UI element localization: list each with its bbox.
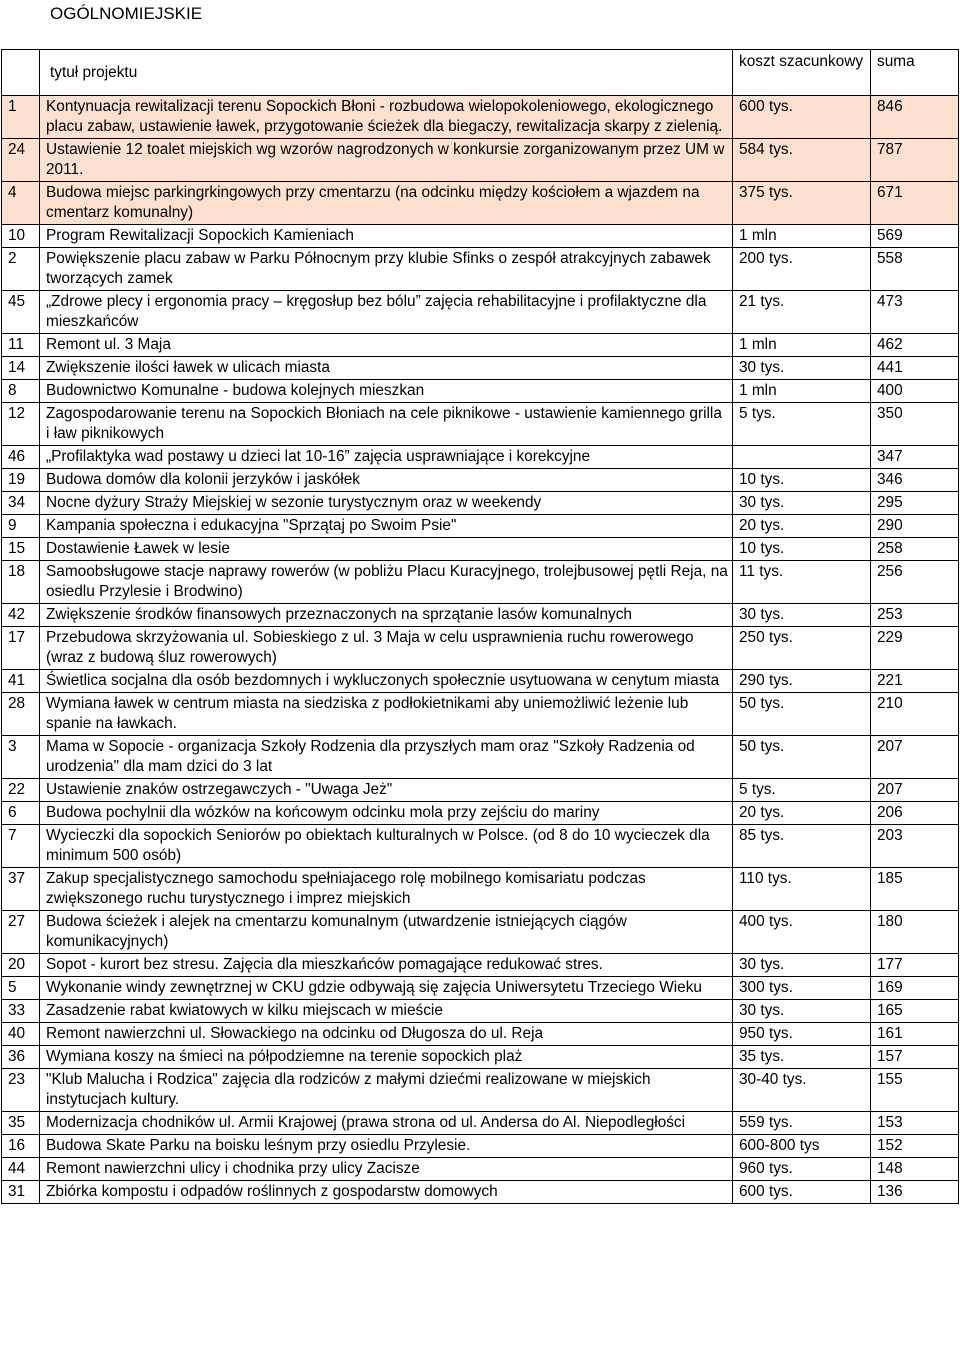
row-cost: 600-800 tys (733, 1135, 871, 1158)
row-sum: 185 (871, 868, 959, 911)
row-sum: 207 (871, 736, 959, 779)
row-number: 15 (2, 538, 40, 561)
table-row (2, 538, 959, 561)
table-row (2, 604, 959, 627)
row-title: Wymiana koszy na śmieci na półpodziemne na terenie sopockich plaż (40, 1046, 733, 1069)
table-row (2, 1000, 959, 1023)
row-sum: 569 (871, 225, 959, 248)
row-sum: 229 (871, 627, 959, 670)
row-number: 18 (2, 561, 40, 604)
header-title: tytuł projektu (40, 50, 733, 96)
row-cost: 85 tys. (733, 825, 871, 868)
row-number: 5 (2, 977, 40, 1000)
row-cost: 11 tys. (733, 561, 871, 604)
table-row (2, 492, 959, 515)
row-sum: 671 (871, 182, 959, 225)
row-number: 35 (2, 1112, 40, 1135)
row-cost: 35 tys. (733, 1046, 871, 1069)
row-number: 17 (2, 627, 40, 670)
table-row (2, 225, 959, 248)
table-row (2, 1069, 959, 1112)
table-row (2, 954, 959, 977)
row-number: 1 (2, 96, 40, 139)
row-title: Dostawienie Ławek w lesie (40, 538, 733, 561)
row-cost: 290 tys. (733, 670, 871, 693)
row-title: Remont ul. 3 Maja (40, 334, 733, 357)
row-sum: 152 (871, 1135, 959, 1158)
header-cost: koszt szacunkowy (733, 50, 871, 96)
row-cost: 1 mln (733, 334, 871, 357)
row-sum: 177 (871, 954, 959, 977)
row-cost: 5 tys. (733, 779, 871, 802)
row-sum: 207 (871, 779, 959, 802)
row-sum: 155 (871, 1069, 959, 1112)
row-title: Budowa ścieżek i alejek na cmentarzu komunalnym (utwardzenie istniejących ciągów komunikacyjnych) (40, 911, 733, 954)
row-sum: 462 (871, 334, 959, 357)
row-number: 42 (2, 604, 40, 627)
table-row (2, 802, 959, 825)
row-title: Samoobsługowe stacje naprawy rowerów (w pobliżu Placu Kuracyjnego, trolejbusowej pętli Reja, na osiedlu Przylesie i Brodwino) (40, 561, 733, 604)
row-cost: 20 tys. (733, 802, 871, 825)
row-sum: 787 (871, 139, 959, 182)
row-title: Powiększenie placu zabaw w Parku Północnym przy klubie Sfinks o zespół atrakcyjnych zabawek tworzących zamek (40, 248, 733, 291)
row-cost: 20 tys. (733, 515, 871, 538)
row-number: 2 (2, 248, 40, 291)
projects-table (1, 49, 959, 1204)
table-row (2, 1023, 959, 1046)
header-number (2, 50, 40, 96)
row-title: Świetlica socjalna dla osób bezdomnych i wykluczonych społecznie usytuowana w cenytum miasta (40, 670, 733, 693)
header-sum: suma (871, 50, 959, 96)
row-number: 27 (2, 911, 40, 954)
table-row (2, 561, 959, 604)
row-number: 3 (2, 736, 40, 779)
row-title: Zbiórka kompostu i odpadów roślinnych z gospodarstw domowych (40, 1181, 733, 1204)
table-row (2, 670, 959, 693)
table-row (2, 1135, 959, 1158)
row-cost: 30 tys. (733, 954, 871, 977)
row-sum: 256 (871, 561, 959, 604)
row-title: Remont nawierzchni ulicy i chodnika przy ulicy Zacisze (40, 1158, 733, 1181)
row-cost: 300 tys. (733, 977, 871, 1000)
row-number: 28 (2, 693, 40, 736)
table-row (2, 825, 959, 868)
row-cost: 559 tys. (733, 1112, 871, 1135)
table-row (2, 380, 959, 403)
row-sum: 169 (871, 977, 959, 1000)
row-cost: 10 tys. (733, 469, 871, 492)
row-cost: 250 tys. (733, 627, 871, 670)
row-title: Wycieczki dla sopockich Seniorów po obiektach kulturalnych w Polsce. (od 8 do 10 wycieczek dla minimum 500 osób) (40, 825, 733, 868)
row-number: 41 (2, 670, 40, 693)
row-cost: 50 tys. (733, 736, 871, 779)
row-sum: 210 (871, 693, 959, 736)
row-number: 31 (2, 1181, 40, 1204)
table-row (2, 779, 959, 802)
row-cost: 400 tys. (733, 911, 871, 954)
row-title: Kampania społeczna i edukacyjna "Sprzątaj po Swoim Psie" (40, 515, 733, 538)
row-number: 14 (2, 357, 40, 380)
row-cost: 5 tys. (733, 403, 871, 446)
row-sum: 161 (871, 1023, 959, 1046)
table-row (2, 911, 959, 954)
row-cost: 600 tys. (733, 1181, 871, 1204)
row-title: Budowa pochylnii dla wózków na końcowym odcinku mola przy zejściu do mariny (40, 802, 733, 825)
row-sum: 165 (871, 1000, 959, 1023)
table-row (2, 1046, 959, 1069)
row-title: Zwiększenie środków finansowych przeznaczonych na sprzątanie lasów komunalnych (40, 604, 733, 627)
table-row (2, 1158, 959, 1181)
row-number: 6 (2, 802, 40, 825)
row-sum: 258 (871, 538, 959, 561)
table-row (2, 96, 959, 139)
row-title: Program Rewitalizacji Sopockich Kamieniach (40, 225, 733, 248)
table-row (2, 291, 959, 334)
table-row (2, 868, 959, 911)
row-sum: 846 (871, 96, 959, 139)
row-sum: 350 (871, 403, 959, 446)
section-title: OGÓLNOMIEJSKIE (50, 4, 203, 23)
row-title: „Zdrowe plecy i ergonomia pracy – kręgosłup bez bólu” zajęcia rehabilitacyjne i profilaktyczne dla mieszkańców (40, 291, 733, 334)
table-row (2, 469, 959, 492)
row-cost (733, 446, 871, 469)
row-title: Ustawienie znaków ostrzegawczych - "Uwaga Jeż" (40, 779, 733, 802)
row-title: Ustawienie 12 toalet miejskich wg wzorów nagrodzonych w konkursie zorganizowanym przez UM w 2011. (40, 139, 733, 182)
row-cost: 30 tys. (733, 1000, 871, 1023)
row-sum: 136 (871, 1181, 959, 1204)
row-title: Zwiększenie ilości ławek w ulicach miasta (40, 357, 733, 380)
row-number: 9 (2, 515, 40, 538)
row-number: 33 (2, 1000, 40, 1023)
table-row (2, 693, 959, 736)
row-sum: 206 (871, 802, 959, 825)
row-title: Kontynuacja rewitalizacji terenu Sopockich Błoni - rozbudowa wielopokoleniowego, ekologicznego placu zabaw, ustawienie ławek, przygotowanie ścieżek dla biegaczy, rewitalizacja skarpy z zielenią. (40, 96, 733, 139)
row-sum: 180 (871, 911, 959, 954)
row-number: 44 (2, 1158, 40, 1181)
row-cost: 10 tys. (733, 538, 871, 561)
row-sum: 295 (871, 492, 959, 515)
table-row (2, 1181, 959, 1204)
row-cost: 30 tys. (733, 604, 871, 627)
table-row (2, 182, 959, 225)
row-number: 45 (2, 291, 40, 334)
row-sum: 203 (871, 825, 959, 868)
row-title: Zasadzenie rabat kwiatowych w kilku miejscach w mieście (40, 1000, 733, 1023)
row-sum: 253 (871, 604, 959, 627)
row-cost: 30-40 tys. (733, 1069, 871, 1112)
row-cost: 1 mln (733, 225, 871, 248)
row-cost: 960 tys. (733, 1158, 871, 1181)
row-number: 7 (2, 825, 40, 868)
row-number: 46 (2, 446, 40, 469)
row-cost: 50 tys. (733, 693, 871, 736)
row-number: 20 (2, 954, 40, 977)
row-sum: 558 (871, 248, 959, 291)
row-number: 40 (2, 1023, 40, 1046)
row-number: 10 (2, 225, 40, 248)
row-cost: 21 tys. (733, 291, 871, 334)
table-row (2, 334, 959, 357)
row-cost: 110 tys. (733, 868, 871, 911)
row-title: Budowa domów dla kolonii jerzyków i jaskółek (40, 469, 733, 492)
table-row (2, 403, 959, 446)
table-row (2, 515, 959, 538)
table-body (2, 96, 959, 1204)
row-title: Mama w Sopocie - organizacja Szkoły Rodzenia dla przyszłych mam oraz "Szkoły Radzenia od urodzenia" dla mam dzici do 3 lat (40, 736, 733, 779)
row-sum: 148 (871, 1158, 959, 1181)
table-row (2, 446, 959, 469)
row-number: 22 (2, 779, 40, 802)
row-sum: 441 (871, 357, 959, 380)
row-title: Budownictwo Komunalne - budowa kolejnych mieszkan (40, 380, 733, 403)
row-number: 12 (2, 403, 40, 446)
row-sum: 473 (871, 291, 959, 334)
row-number: 16 (2, 1135, 40, 1158)
row-cost: 30 tys. (733, 357, 871, 380)
row-title: Modernizacja chodników ul. Armii Krajowej (prawa strona od ul. Andersa do Al. Niepodległości (40, 1112, 733, 1135)
row-title: Zakup specjalistycznego samochodu spełniajacego rolę mobilnego komisariatu podczas zwiększonego ruchu turystycznego i imprez miejskich (40, 868, 733, 911)
row-sum: 153 (871, 1112, 959, 1135)
row-title: Zagospodarowanie terenu na Sopockich Błoniach na cele piknikowe - ustawienie kamiennego grilla i ław piknikowych (40, 403, 733, 446)
table-row (2, 627, 959, 670)
row-sum: 347 (871, 446, 959, 469)
row-cost: 950 tys. (733, 1023, 871, 1046)
row-number: 19 (2, 469, 40, 492)
row-title: "Klub Malucha i Rodzica" zajęcia dla rodziców z małymi dziećmi realizowane w miejskich instytucjach kultury. (40, 1069, 733, 1112)
row-number: 8 (2, 380, 40, 403)
row-title: Sopot - kurort bez stresu. Zajęcia dla mieszkańców pomagające redukować stres. (40, 954, 733, 977)
row-number: 34 (2, 492, 40, 515)
row-cost: 600 tys. (733, 96, 871, 139)
table-header-row (2, 50, 959, 96)
row-title: Budowa miejsc parkingrkingowych przy cmentarzu (na odcinku między kościołem a wjazdem na cmentarz komunalny) (40, 182, 733, 225)
row-sum: 290 (871, 515, 959, 538)
row-cost: 200 tys. (733, 248, 871, 291)
row-number: 4 (2, 182, 40, 225)
row-cost: 30 tys. (733, 492, 871, 515)
row-title: Nocne dyżury Straży Miejskiej w sezonie turystycznym oraz w weekendy (40, 492, 733, 515)
table-row (2, 736, 959, 779)
row-sum: 400 (871, 380, 959, 403)
row-number: 37 (2, 868, 40, 911)
row-title: Budowa Skate Parku na boisku leśnym przy osiedlu Przylesie. (40, 1135, 733, 1158)
row-title: „Profilaktyka wad postawy u dzieci lat 10-16” zajęcia usprawniające i korekcyjne (40, 446, 733, 469)
table-row (2, 139, 959, 182)
table-row (2, 977, 959, 1000)
row-number: 36 (2, 1046, 40, 1069)
row-title: Przebudowa skrzyżowania ul. Sobieskiego z ul. 3 Maja w celu usprawnienia ruchu rowerowego (wraz z budową śluz rowerowych) (40, 627, 733, 670)
row-number: 24 (2, 139, 40, 182)
table-row (2, 248, 959, 291)
row-cost: 584 tys. (733, 139, 871, 182)
row-cost: 1 mln (733, 380, 871, 403)
row-sum: 157 (871, 1046, 959, 1069)
row-cost: 375 tys. (733, 182, 871, 225)
row-number: 23 (2, 1069, 40, 1112)
row-sum: 221 (871, 670, 959, 693)
table-row (2, 1112, 959, 1135)
row-number: 11 (2, 334, 40, 357)
row-title: Wymiana ławek w centrum miasta na siedziska z podłokietnikami aby uniemożliwić leżenie lub spanie na ławkach. (40, 693, 733, 736)
row-title: Wykonanie windy zewnętrznej w CKU gdzie odbywają się zajęcia Uniwersytetu Trzeciego Wieku (40, 977, 733, 1000)
table-row (2, 357, 959, 380)
row-title: Remont nawierzchni ul. Słowackiego na odcinku od Długosza do ul. Reja (40, 1023, 733, 1046)
row-sum: 346 (871, 469, 959, 492)
